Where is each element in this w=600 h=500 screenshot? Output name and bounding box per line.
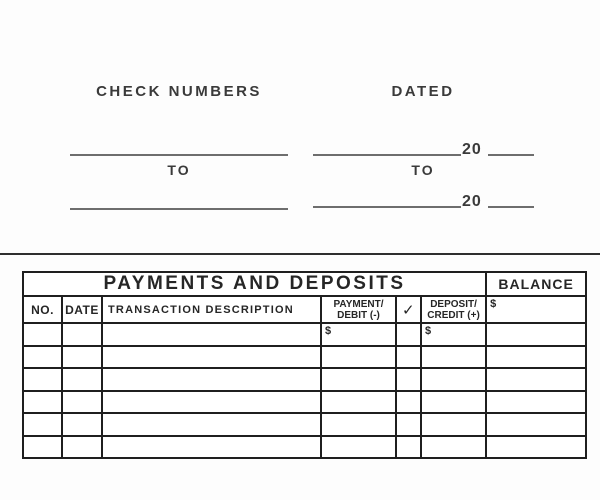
cell-no[interactable] [23, 346, 62, 369]
cell-payment[interactable] [321, 413, 396, 436]
cell-deposit[interactable] [421, 413, 486, 436]
date-start-line[interactable] [313, 154, 461, 156]
year-prefix-end: 20 [462, 193, 482, 210]
cell-balance[interactable] [486, 436, 586, 459]
cell-deposit[interactable]: $ [421, 323, 486, 346]
cell-description[interactable] [102, 323, 321, 346]
cell-check[interactable] [396, 346, 421, 369]
cell-balance[interactable] [486, 346, 586, 369]
cell-deposit[interactable] [421, 368, 486, 391]
cell-date[interactable] [62, 413, 102, 436]
col-header-payment [321, 296, 396, 323]
col-header-date: DATE [62, 296, 102, 323]
col-header-description: TRANSACTION DESCRIPTION [102, 296, 321, 323]
cell-payment[interactable] [321, 436, 396, 459]
register-row-6 [23, 436, 586, 459]
check-number-start-line[interactable] [70, 154, 288, 156]
cell-date[interactable] [62, 436, 102, 459]
table-title-row [23, 272, 586, 296]
dated-to-label: TO [411, 162, 435, 178]
cell-date[interactable] [62, 346, 102, 369]
cell-check[interactable] [396, 368, 421, 391]
column-header-row [23, 296, 586, 323]
cell-no[interactable] [23, 391, 62, 414]
cell-date[interactable] [62, 391, 102, 414]
register-row-3 [23, 368, 586, 391]
cell-no[interactable] [23, 368, 62, 391]
payment-header-line1: PAYMENT/ [333, 298, 384, 310]
checkmark-icon: ✓ [396, 296, 421, 323]
cell-description[interactable] [102, 346, 321, 369]
check-numbers-heading: CHECK NUMBERS [96, 83, 262, 100]
cell-date[interactable] [62, 323, 102, 346]
payments-deposits-table [22, 271, 587, 459]
register-row-5 [23, 413, 586, 436]
year-start-line[interactable] [488, 154, 534, 156]
cell-balance[interactable] [486, 391, 586, 414]
cell-check[interactable] [396, 391, 421, 414]
balance-currency-cell[interactable]: $ [486, 296, 586, 323]
date-end-line[interactable] [313, 206, 461, 208]
register-row-2 [23, 346, 586, 369]
check-number-end-line[interactable] [70, 208, 288, 210]
deposit-header-line1: DEPOSIT/ [430, 298, 477, 310]
dated-heading: DATED [391, 83, 455, 100]
cell-date[interactable] [62, 368, 102, 391]
col-header-no: NO. [23, 296, 62, 323]
cell-description[interactable] [102, 368, 321, 391]
payments-deposits-title: PAYMENTS AND DEPOSITS [23, 272, 486, 296]
cell-payment[interactable] [321, 391, 396, 414]
year-prefix-start: 20 [462, 141, 482, 158]
cell-balance[interactable] [486, 323, 586, 346]
payment-header-line2: DEBIT (-) [337, 309, 380, 321]
balance-header: BALANCE [486, 272, 586, 296]
col-header-deposit [421, 296, 486, 323]
year-end-line[interactable] [488, 206, 534, 208]
deposit-header-line2: CREDIT (+) [427, 309, 480, 321]
cell-balance[interactable] [486, 413, 586, 436]
check-numbers-to-label: TO [167, 162, 191, 178]
cell-no[interactable] [23, 323, 62, 346]
cell-description[interactable] [102, 391, 321, 414]
register-row-1 [23, 323, 586, 346]
cell-no[interactable] [23, 413, 62, 436]
cell-check[interactable] [396, 413, 421, 436]
cell-deposit[interactable] [421, 346, 486, 369]
cell-balance[interactable] [486, 368, 586, 391]
cell-payment[interactable] [321, 346, 396, 369]
cell-payment[interactable] [321, 368, 396, 391]
cell-deposit[interactable] [421, 391, 486, 414]
cell-check[interactable] [396, 436, 421, 459]
cell-description[interactable] [102, 436, 321, 459]
cell-description[interactable] [102, 413, 321, 436]
cell-payment[interactable]: $ [321, 323, 396, 346]
register-row-4 [23, 391, 586, 414]
section-divider [0, 253, 600, 255]
cell-check[interactable] [396, 323, 421, 346]
cell-deposit[interactable] [421, 436, 486, 459]
cell-no[interactable] [23, 436, 62, 459]
